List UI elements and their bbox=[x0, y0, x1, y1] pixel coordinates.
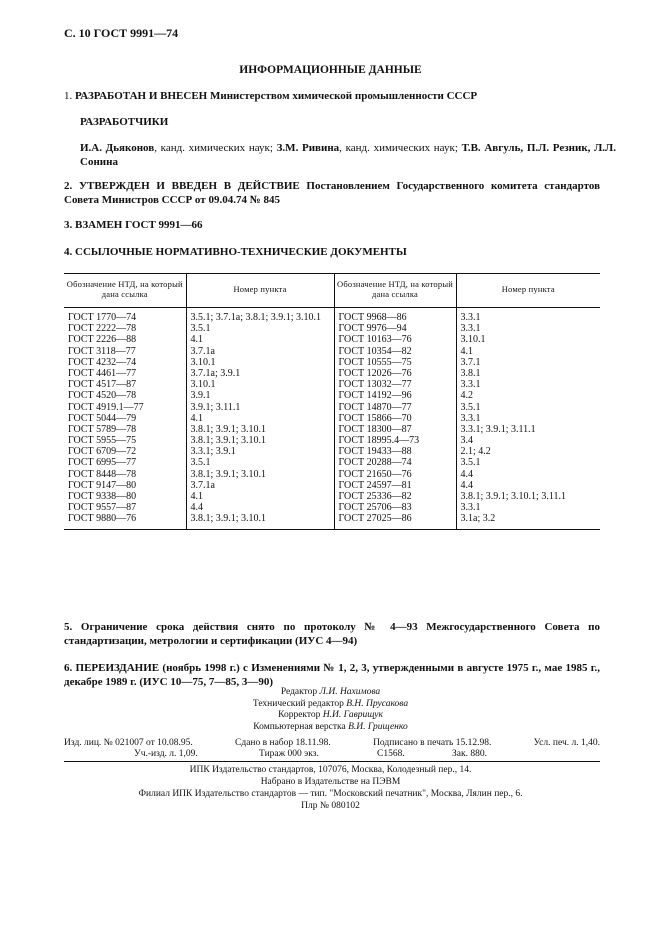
ntd-designation-cell: ГОСТ 24597—81 bbox=[334, 480, 456, 491]
section-title: ИНФОРМАЦИОННЫЕ ДАННЫЕ bbox=[239, 64, 422, 76]
item-6-text: (ноябрь 1998 г.) с Изменениями № 1, 2, 3, утвержденными в августе 1975 г., мае 1985 г., декабре 1989 г. (ИУС 10—75, 7—85, 3—90) bbox=[64, 662, 601, 688]
table-row bbox=[64, 480, 600, 491]
ntd-designation-cell: ГОСТ 25706—83 bbox=[334, 502, 456, 513]
table-row bbox=[64, 390, 600, 401]
ntd-designation-cell: ГОСТ 9968—86 bbox=[334, 308, 456, 324]
ntd-designation-cell: ГОСТ 8448—78 bbox=[68, 468, 137, 480]
publisher-line: Филиал ИПК Издательство стандартов — тип. "Московский печатник", Москва, Лялин пер., 6. bbox=[138, 788, 523, 799]
credit-role: Редактор bbox=[280, 687, 320, 697]
ntd-designation-cell: ГОСТ 14870—77 bbox=[334, 402, 456, 413]
ntd-designation-cell: ГОСТ 2222—78 bbox=[68, 323, 137, 335]
clause-number-cell: 3.7.1а bbox=[186, 346, 334, 357]
item-2-text: Постановлением Государственного комитета стандартов Совета Министров СССР от 09.04.74 № 845 bbox=[64, 180, 601, 206]
clause-number-cell: 3.5.1 bbox=[456, 457, 600, 468]
table-row bbox=[64, 413, 600, 424]
item-5-number: 5. bbox=[64, 621, 73, 633]
ntd-designation-cell: ГОСТ 10555—75 bbox=[334, 357, 456, 368]
ntd-designation-cell: ГОСТ 6709—72 bbox=[68, 446, 137, 458]
clause-number-cell: 3.5.1; 3.7.1а; 3.8.1; 3.9.1; 3.10.1 bbox=[186, 308, 334, 324]
imprint-field: Изд. лиц. № 021007 от 10.08.95. bbox=[64, 738, 193, 748]
item-1 bbox=[64, 90, 600, 104]
imprint-line-2 bbox=[64, 749, 600, 761]
table-row bbox=[64, 491, 600, 502]
item-3-text: ВЗАМЕН ГОСТ 9991—66 bbox=[75, 219, 203, 231]
item-4-text: ССЫЛОЧНЫЕ НОРМАТИВНО-ТЕХНИЧЕСКИЕ ДОКУМЕНТЫ bbox=[75, 246, 407, 258]
item-6 bbox=[64, 662, 600, 690]
developer-name: Т.В. Авгуль, П.Л. Резник, Л.Л. Сонина bbox=[80, 142, 616, 168]
table-row bbox=[64, 379, 600, 390]
publisher-line: Плр № 080102 bbox=[301, 800, 360, 811]
table-row bbox=[64, 457, 600, 468]
ntd-designation-cell: ГОСТ 13032—77 bbox=[334, 379, 456, 390]
credit-name: Н.И. Гаврищук bbox=[322, 710, 383, 721]
ntd-designation-cell: ГОСТ 4919.1—77 bbox=[68, 401, 144, 413]
ntd-designation-cell: ГОСТ 18995.4—73 bbox=[334, 435, 456, 446]
table-header-row bbox=[64, 274, 600, 308]
item-5 bbox=[64, 621, 600, 649]
clause-number-cell: 3.10.1 bbox=[186, 379, 334, 390]
clause-number-cell: 3.7.1а bbox=[186, 480, 334, 491]
imprint-field: Уч.-изд. л. 1,09. bbox=[134, 749, 198, 759]
table-row bbox=[64, 469, 600, 480]
table-row bbox=[64, 446, 600, 457]
item-2-heading: УТВЕРЖДЕН И ВВЕДЕН В ДЕЙСТВИЕ bbox=[78, 180, 300, 192]
item-3 bbox=[64, 219, 600, 233]
ntd-designation-cell: ГОСТ 6995—77 bbox=[68, 457, 137, 469]
divider bbox=[64, 761, 600, 762]
publisher-line: Набрано в Издательстве на ПЭВМ bbox=[260, 776, 401, 787]
imprint-field: Тираж 000 экз. bbox=[259, 749, 319, 759]
clause-number-cell: 3.8.1; 3.9.1; 3.10.1 bbox=[186, 513, 334, 529]
column-header: Обозначение НТД, на который дана ссылка bbox=[64, 274, 186, 308]
imprint-field: Усл. печ. л. 1,40. bbox=[533, 738, 600, 748]
ntd-designation-cell: ГОСТ 25336—82 bbox=[334, 491, 456, 502]
table-row bbox=[64, 323, 600, 334]
clause-number-cell: 2.1; 4.2 bbox=[456, 446, 600, 457]
developers-heading: РАЗРАБОТЧИКИ bbox=[80, 116, 169, 128]
clause-number-cell: 3.5.1 bbox=[186, 323, 334, 334]
developer-name: И.А. Дьяконов bbox=[80, 142, 155, 154]
column-header: Обозначение НТД, на который дана ссылка bbox=[334, 274, 456, 308]
table-row bbox=[64, 368, 600, 379]
ntd-designation-cell: ГОСТ 1770—74 bbox=[68, 312, 137, 324]
clause-number-cell: 3.10.1 bbox=[186, 357, 334, 368]
table-row bbox=[64, 502, 600, 513]
table-row bbox=[64, 513, 600, 529]
item-3-number: 3. bbox=[64, 219, 73, 231]
clause-number-cell: 4.1 bbox=[186, 413, 334, 424]
clause-number-cell: 4.1 bbox=[456, 346, 600, 357]
ntd-designation-cell: ГОСТ 9557—87 bbox=[68, 502, 137, 514]
clause-number-cell: 3.3.1 bbox=[456, 323, 600, 334]
item-1-number: 1. bbox=[64, 90, 73, 102]
ntd-designation-cell: ГОСТ 9338—80 bbox=[68, 491, 137, 503]
publisher-info bbox=[0, 765, 661, 813]
clause-number-cell: 4.1 bbox=[186, 491, 334, 502]
ntd-designation-cell: ГОСТ 19433—88 bbox=[334, 446, 456, 457]
imprint-field: Подписано в печать 15.12.98. bbox=[373, 738, 492, 748]
table-row bbox=[64, 334, 600, 345]
clause-number-cell: 3.3.1 bbox=[456, 308, 600, 324]
table-row bbox=[64, 346, 600, 357]
clause-number-cell: 3.7.1а; 3.9.1 bbox=[186, 368, 334, 379]
publisher-line: ИПК Издательство стандартов, 107076, Москва, Колодезный пер., 14. bbox=[189, 765, 472, 775]
developer-degree: , канд. химических наук; bbox=[339, 142, 462, 154]
ntd-designation-cell: ГОСТ 5044—79 bbox=[68, 412, 137, 424]
item-1-heading: РАЗРАБОТАН И ВНЕСЕН bbox=[75, 90, 208, 102]
ntd-designation-cell: ГОСТ 21650—76 bbox=[334, 469, 456, 480]
item-5-text: Ограничение срока действия снято по протоколу № 4—93 Межгосударственного Совета по стандартизации, метрологии и сертификации (ИУС 4—94) bbox=[64, 621, 600, 647]
ntd-designation-cell: ГОСТ 18300—87 bbox=[334, 424, 456, 435]
table-row bbox=[64, 357, 600, 368]
page-header: С. 10 ГОСТ 9991—74 bbox=[64, 26, 179, 40]
credit-line bbox=[0, 687, 661, 699]
item-4-number: 4. bbox=[64, 246, 73, 258]
ntd-designation-cell: ГОСТ 9880—76 bbox=[64, 513, 186, 529]
table-row bbox=[64, 402, 600, 413]
ntd-designation-cell: ГОСТ 9147—80 bbox=[68, 479, 137, 491]
imprint-field: Сдано в набор 18.11.98. bbox=[235, 738, 331, 748]
credit-line bbox=[0, 710, 661, 722]
clause-number-cell: 3.8.1; 3.9.1; 3.10.1 bbox=[186, 435, 334, 446]
imprint-field: Зак. 880. bbox=[452, 749, 487, 759]
clause-number-cell: 3.5.1 bbox=[186, 457, 334, 468]
table-row bbox=[64, 424, 600, 435]
editorial-credits bbox=[0, 687, 661, 733]
ntd-designation-cell: ГОСТ 4520—78 bbox=[68, 390, 137, 402]
clause-number-cell: 3.3.1 bbox=[456, 502, 600, 513]
clause-number-cell: 3.3.1; 3.9.1 bbox=[186, 446, 334, 457]
ntd-designation-cell: ГОСТ 10163—76 bbox=[334, 334, 456, 345]
credit-line bbox=[0, 699, 661, 711]
item-1-text: Министерством химической промышленности СССР bbox=[207, 90, 478, 102]
ntd-designation-cell: ГОСТ 4517—87 bbox=[68, 379, 137, 391]
ntd-designation-cell: ГОСТ 4232—74 bbox=[68, 356, 137, 368]
reference-documents-table bbox=[64, 273, 600, 530]
credit-role: Технический редактор bbox=[252, 698, 347, 709]
clause-number-cell: 4.2 bbox=[456, 390, 600, 401]
clause-number-cell: 3.9.1; 3.11.1 bbox=[186, 402, 334, 413]
clause-number-cell: 3.3.1 bbox=[456, 413, 600, 424]
credit-name: Л.И. Нахимова bbox=[319, 687, 381, 697]
clause-number-cell: 4.1 bbox=[186, 334, 334, 345]
clause-number-cell: 3.7.1 bbox=[456, 357, 600, 368]
clause-number-cell: 3.10.1 bbox=[456, 334, 600, 345]
ntd-designation-cell: ГОСТ 27025—86 bbox=[334, 513, 456, 529]
clause-number-cell: 3.3.1 bbox=[456, 379, 600, 390]
ntd-designation-cell: ГОСТ 2226—88 bbox=[68, 334, 137, 346]
item-2 bbox=[64, 180, 600, 208]
column-header: Номер пункта bbox=[456, 274, 600, 308]
column-header: Номер пункта bbox=[186, 274, 334, 308]
item-6-heading: ПЕРЕИЗДАНИЕ bbox=[75, 662, 160, 674]
clause-number-cell: 4.4 bbox=[456, 480, 600, 491]
developer-degree: , канд. химических наук; bbox=[154, 142, 277, 154]
developer-name: З.М. Ривина bbox=[276, 142, 340, 154]
clause-number-cell: 3.8.1 bbox=[456, 368, 600, 379]
credit-role: Компьютерная верстка bbox=[253, 721, 349, 732]
clause-number-cell: 3.8.1; 3.9.1; 3.10.1; 3.11.1 bbox=[456, 491, 600, 502]
ntd-designation-cell: ГОСТ 12026—76 bbox=[334, 368, 456, 379]
clause-number-cell: 3.3.1; 3.9.1; 3.11.1 bbox=[456, 424, 600, 435]
item-2-number: 2. bbox=[64, 180, 73, 192]
clause-number-cell: 3.8.1; 3.9.1; 3.10.1 bbox=[186, 424, 334, 435]
ntd-designation-cell: ГОСТ 9976—94 bbox=[334, 323, 456, 334]
clause-number-cell: 3.1а; 3.2 bbox=[456, 513, 600, 529]
item-4 bbox=[64, 246, 600, 260]
credit-name: В.И. Грищенко bbox=[348, 721, 408, 732]
clause-number-cell: 3.9.1 bbox=[186, 390, 334, 401]
developers-list bbox=[64, 142, 616, 170]
ntd-designation-cell: ГОСТ 5789—78 bbox=[68, 423, 137, 435]
ntd-designation-cell: ГОСТ 10354—82 bbox=[334, 346, 456, 357]
table-row bbox=[64, 308, 600, 324]
ntd-designation-cell: ГОСТ 14192—96 bbox=[334, 390, 456, 401]
clause-number-cell: 3.5.1 bbox=[456, 402, 600, 413]
item-6-number: 6. bbox=[64, 662, 73, 674]
clause-number-cell: 4.4 bbox=[456, 469, 600, 480]
credit-line bbox=[0, 722, 661, 734]
imprint-field: С1568. bbox=[377, 749, 405, 759]
credit-name: В.Н. Прусакова bbox=[346, 698, 409, 709]
ntd-designation-cell: ГОСТ 3118—77 bbox=[68, 345, 136, 357]
credit-role: Корректор bbox=[278, 710, 323, 721]
ntd-designation-cell: ГОСТ 4461—77 bbox=[68, 367, 137, 379]
clause-number-cell: 4.4 bbox=[186, 502, 334, 513]
clause-number-cell: 3.4 bbox=[456, 435, 600, 446]
ntd-designation-cell: ГОСТ 20288—74 bbox=[334, 457, 456, 468]
ntd-designation-cell: ГОСТ 5955—75 bbox=[68, 435, 137, 447]
ntd-designation-cell: ГОСТ 15866—70 bbox=[334, 413, 456, 424]
table-row bbox=[64, 435, 600, 446]
clause-number-cell: 3.8.1; 3.9.1; 3.10.1 bbox=[186, 469, 334, 480]
